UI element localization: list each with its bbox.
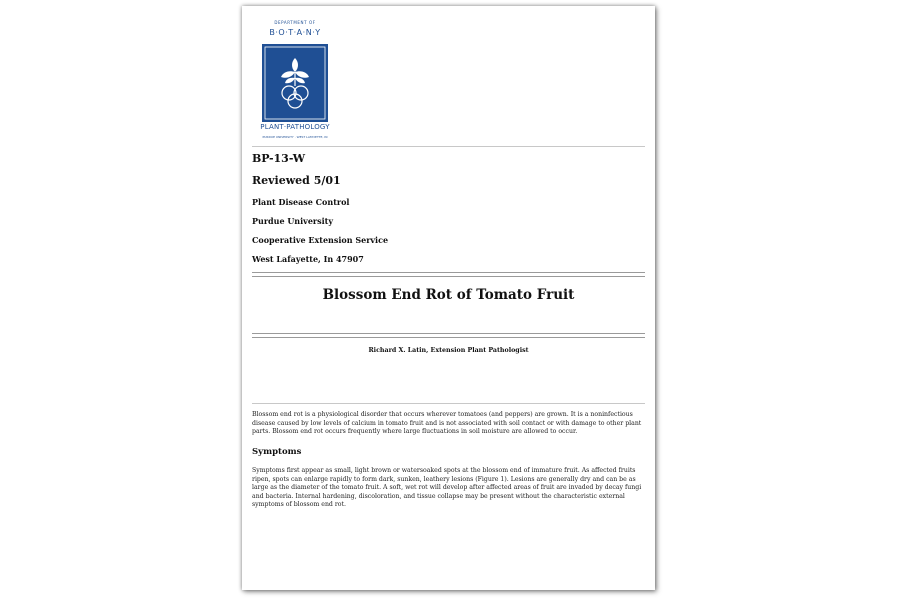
publication-code: BP-13-W	[252, 152, 306, 165]
header-line: Plant Disease Control	[252, 197, 350, 207]
divider	[252, 337, 645, 338]
logo-small-text: PURDUE UNIVERSITY · WEST LAFAYETTE, IN	[262, 135, 328, 139]
document-page	[242, 6, 655, 590]
document-title: Blossom End Rot of Tomato Fruit	[322, 287, 575, 303]
author-line: Richard X. Latin, Extension Plant Pathologist	[368, 347, 529, 354]
logo-botany-text: B·O·T·A·N·Y	[269, 28, 321, 37]
department-logo	[260, 20, 330, 140]
header-line: West Lafayette, In 47907	[252, 254, 364, 264]
reviewed-date: Reviewed 5/01	[252, 174, 341, 187]
divider	[252, 333, 645, 334]
divider	[252, 403, 645, 404]
header-line: Cooperative Extension Service	[252, 235, 389, 245]
divider	[252, 272, 645, 273]
logo-plant-pathology-text: PLANT·PATHOLOGY	[260, 123, 330, 131]
logo-department-text: DEPARTMENT OF	[274, 20, 316, 25]
symptoms-paragraph: Symptoms first appear as small, light brown or watersoaked spots at the blossom end of immature fruit. As affected fruits ripen, spots can enlarge rapidly to form dark, sunken, leathery lesions (Figure 1). Lesions are generally dry and can be as large as the diameter of the tomato fruit. A soft, wet rot will develop after affected areas of fruit are invaded by decay fungi and bacteria. Internal hardening, discoloration, and tissue collapse may be present without the characteristic external symptoms of blossom end rot.	[252, 467, 642, 509]
symptoms-heading: Symptoms	[252, 447, 302, 457]
divider	[252, 146, 645, 147]
header-line: Purdue University	[252, 216, 334, 226]
divider	[252, 276, 645, 277]
plant-emblem-icon	[262, 44, 328, 122]
intro-paragraph: Blossom end rot is a physiological disorder that occurs wherever tomatoes (and peppers) are grown. It is a noninfectious disease caused by low levels of calcium in tomato fruit and is not associated with soil contact or with damage to other plant parts. Blossom end rot occurs frequently where large fluctuations in soil moisture are allowed to occur.	[252, 411, 642, 436]
